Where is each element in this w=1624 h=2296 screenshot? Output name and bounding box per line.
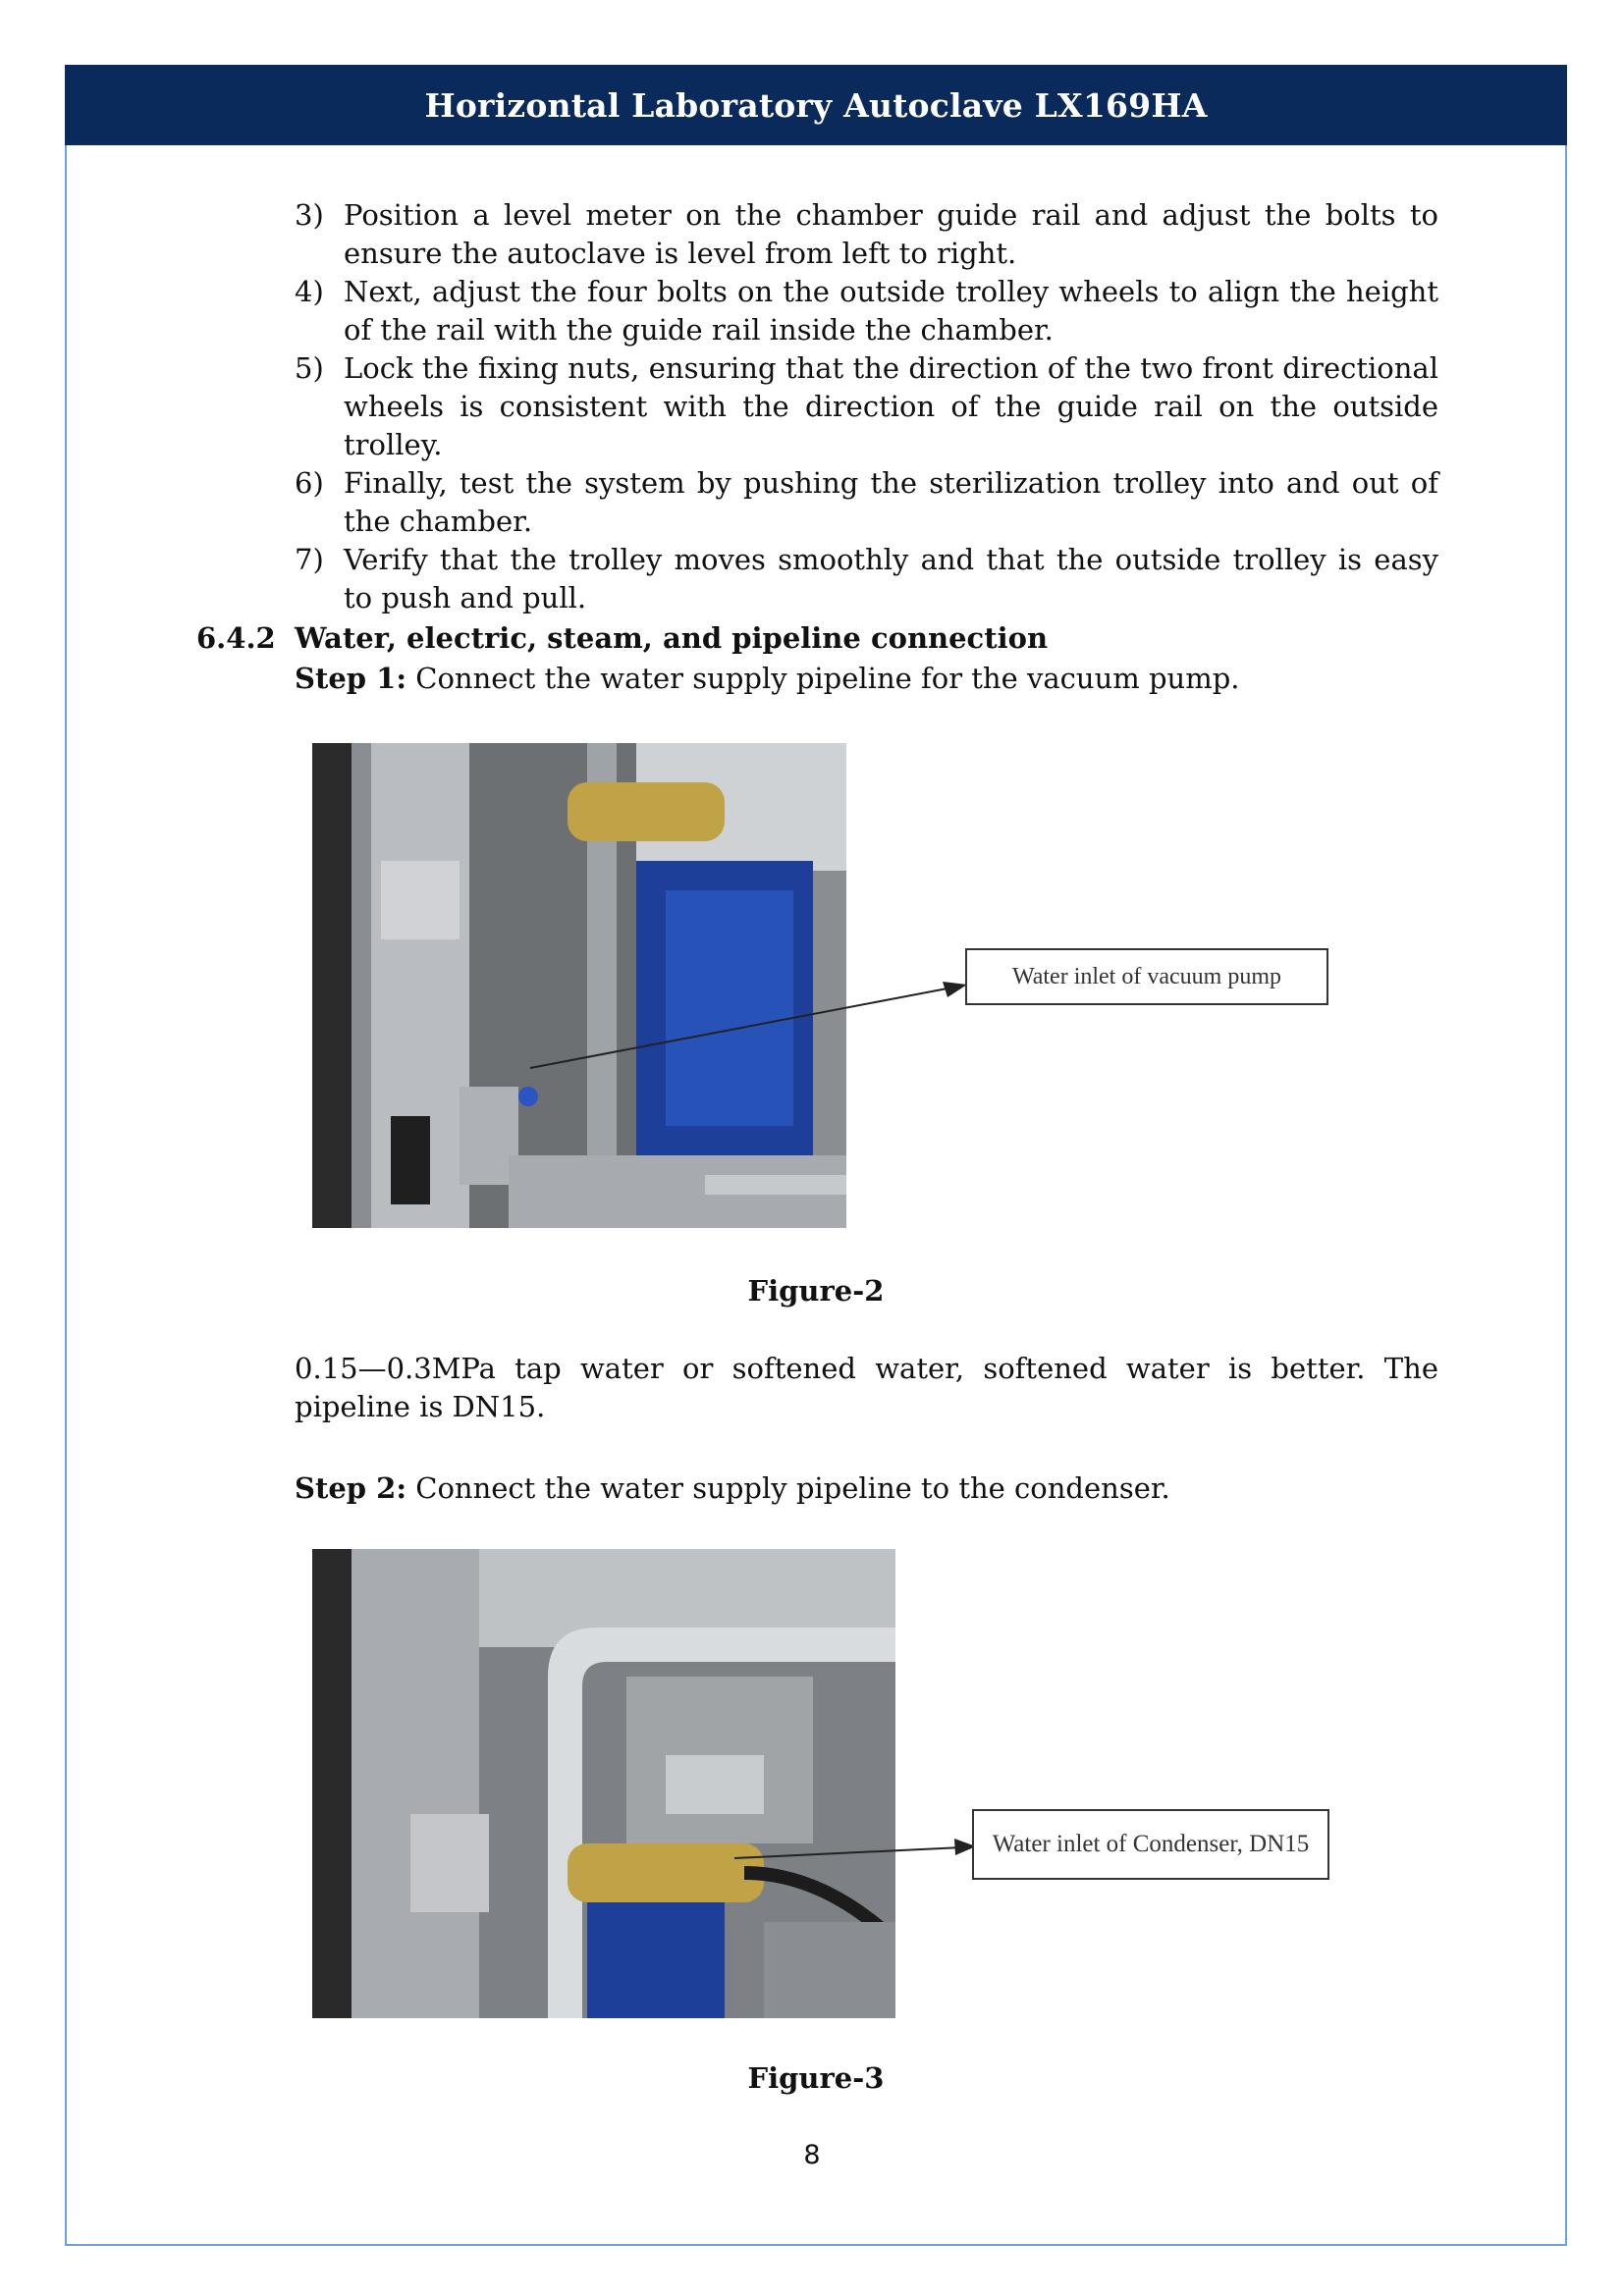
figure2-arrow — [520, 933, 972, 1080]
document-header — [65, 65, 1567, 145]
step-1: Step 1: Connect the water supply pipeline for the vacuum pump. — [295, 662, 1240, 695]
list-item: 5) Lock the fixing nuts, ensuring that the direction of the two front directional wheels is consistent with the direction of the guide rail on the outside trolley. — [295, 351, 1438, 461]
list-item: 4) Next, adjust the four bolts on the outside trolley wheels to align the height of the rail with the guide rail inside the chamber. — [295, 275, 1438, 347]
water-note: 0.15—0.3MPa tap water or softened water, softened water is better. The pipeline is DN15. — [295, 1352, 1438, 1423]
list-item: 3) Position a level meter on the chamber guide rail and adjust the bolts to ensure the autoclave is level from left to right. — [295, 198, 1438, 270]
step-label: Step 1: — [295, 662, 407, 695]
document-title: Horizontal Laboratory Autoclave LX169HA — [424, 85, 1208, 125]
figure2-callout: Water inlet of vacuum pump — [965, 948, 1328, 1005]
list-item: 6) Finally, test the system by pushing the sterilization trolley into and out of the chamber. — [295, 466, 1438, 538]
list-item: 7) Verify that the trolley moves smoothly and that the outside trolley is easy to push and pull. — [295, 543, 1438, 614]
figure2-caption: Figure-2 — [747, 1274, 885, 1308]
section-heading — [196, 621, 1048, 655]
page-number: 8 — [803, 2140, 821, 2170]
section-number: 6.4.2 — [196, 621, 276, 655]
condenser-photo — [312, 1549, 895, 2018]
figure3-arrow — [727, 1826, 982, 1885]
figure3-caption: Figure-3 — [747, 2061, 885, 2095]
step-2: Step 2: Connect the water supply pipeline to the condenser. — [295, 1471, 1170, 1505]
step-label: Step 2: — [295, 1471, 407, 1505]
procedure-list — [295, 196, 1438, 617]
figure3-callout: Water inlet of Condenser, DN15 — [972, 1809, 1329, 1880]
section-title: Water, electric, steam, and pipeline connection — [295, 621, 1049, 655]
